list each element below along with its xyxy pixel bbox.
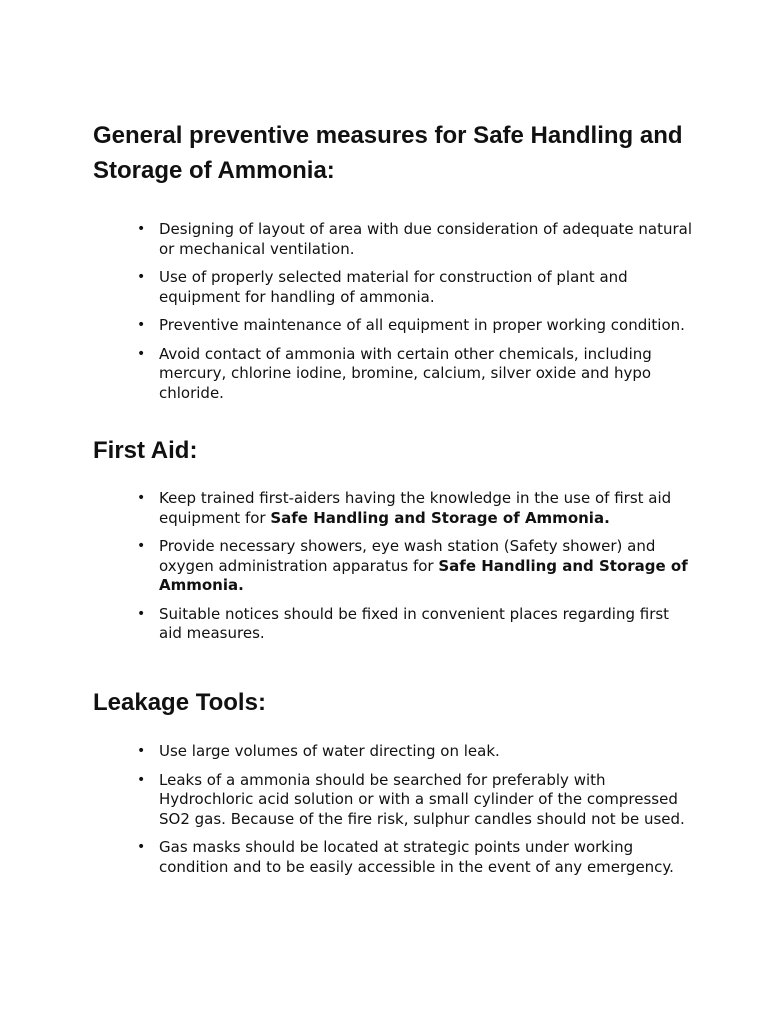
item-text: Designing of layout of area with due consideration of adequate natural or mechanical ventilation. xyxy=(159,220,693,258)
item-text: Preventive maintenance of all equipment in proper working condition. xyxy=(159,316,685,334)
bullet-list xyxy=(93,742,693,877)
item-text: Use of properly selected material for construction of plant and equipment for handling of ammonia. xyxy=(159,268,628,306)
list-item xyxy=(93,220,693,259)
section-general-preventive-measures xyxy=(93,118,693,403)
list-item xyxy=(93,742,693,762)
item-text: Leaks of a ammonia should be searched for preferably with Hydrochloric acid solution or with a small cylinder of the compressed SO2 gas. Because of the fire risk, sulphur candles should not be used. xyxy=(159,770,685,828)
section-heading: Leakage Tools: xyxy=(93,689,266,716)
bullet-list xyxy=(93,489,693,644)
list-item xyxy=(93,605,693,644)
list-item xyxy=(93,537,693,596)
section-heading: General preventive measures for Safe Handling and Storage of Ammonia: xyxy=(93,122,683,184)
list-item xyxy=(93,771,693,830)
item-text: Gas masks should be located at strategic points under working condition and to be easily accessible in the event of any emergency. xyxy=(159,838,674,876)
list-item xyxy=(93,316,693,336)
section-first-aid xyxy=(93,437,693,644)
section-leakage-tools xyxy=(93,689,693,877)
item-text: Avoid contact of ammonia with certain other chemicals, including mercury, chlorine iodine, bromine, calcium, silver oxide and hypo chloride. xyxy=(159,344,652,402)
item-text: Suitable notices should be fixed in convenient places regarding first aid measures. xyxy=(159,604,670,642)
list-item xyxy=(93,268,693,307)
section-heading: First Aid: xyxy=(93,437,198,464)
list-item xyxy=(93,489,693,528)
item-text: Provide necessary showers, eye wash station (Safety shower) and oxygen administration apparatus for xyxy=(159,537,656,575)
list-item xyxy=(93,345,693,404)
list-item xyxy=(93,838,693,877)
item-bold-text: Safe Handling and Storage of Ammonia. xyxy=(270,508,610,527)
item-bold-text: Safe Handling and Storage of Ammonia. xyxy=(159,556,688,594)
item-text: Keep trained first-aiders having the knowledge in the use of first aid equipment for xyxy=(159,489,672,527)
item-text: Use large volumes of water directing on leak. xyxy=(159,742,500,760)
bullet-list xyxy=(93,220,693,403)
